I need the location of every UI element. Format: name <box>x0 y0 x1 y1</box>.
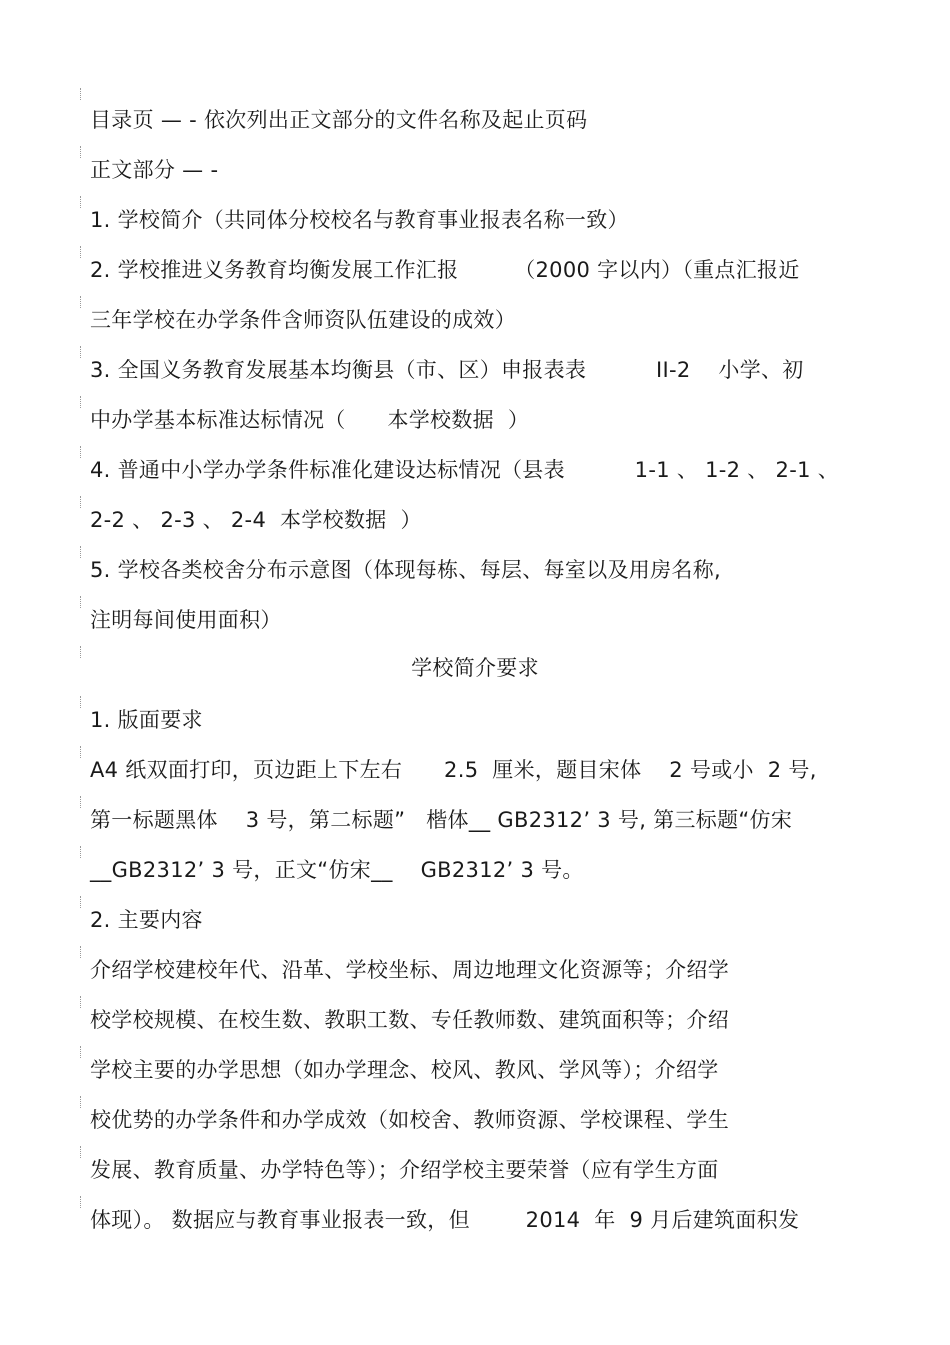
margin-mark <box>80 146 84 158</box>
margin-mark <box>80 496 84 508</box>
body-line: 校优势的办学条件和办学成效（如校舍、教师资源、学校课程、学生 <box>90 1108 729 1132</box>
margin-mark <box>80 1146 84 1158</box>
margin-mark <box>80 946 84 958</box>
toc-line: 2. 学校推进义务教育均衡发展工作汇报 （2000 字以内）（重点汇报近 <box>90 258 800 282</box>
margin-mark <box>80 896 84 908</box>
margin-mark <box>80 1096 84 1108</box>
margin-mark <box>80 746 84 758</box>
margin-mark <box>80 446 84 458</box>
toc-line: 2-2 、 2-3 、 2-4 本学校数据 ） <box>90 508 422 532</box>
toc-line: 4. 普通中小学办学条件标准化建设达标情况（县表 1-1 、 1-2 、 2-1 、 <box>90 458 840 482</box>
body-line: 体现）。 数据应与教育事业报表一致，但 2014 年 9 月后建筑面积发 <box>90 1208 800 1232</box>
body-line: 校学校规模、在校生数、教职工数、专任教师数、建筑面积等；介绍 <box>90 1008 729 1032</box>
margin-mark <box>80 696 84 708</box>
body-line: 第一标题黑体 3 号，第二标题” 楷体__ GB2312’ 3 号, 第三标题“仿宋 <box>90 808 793 832</box>
toc-line: 中办学基本标准达标情况（ 本学校数据 ） <box>90 408 530 432</box>
margin-mark <box>80 296 84 308</box>
margin-mark <box>80 996 84 1008</box>
toc-line: 三年学校在办学条件含师资队伍建设的成效） <box>90 308 516 332</box>
margin-mark <box>80 196 84 208</box>
margin-mark <box>80 246 84 258</box>
toc-line: 注明每间使用面积） <box>90 608 282 632</box>
body-line: 1. 版面要求 <box>90 708 203 732</box>
margin-mark <box>80 546 84 558</box>
margin-mark <box>80 88 84 100</box>
section-title: 学校简介要求 <box>411 656 539 680</box>
margin-mark <box>80 846 84 858</box>
toc-line: 3. 全国义务教育发展基本均衡县（市、区）申报表表 II-2 小学、初 <box>90 358 804 382</box>
margin-mark <box>80 596 84 608</box>
body-line: 介绍学校建校年代、沿革、学校坐标、周边地理文化资源等；介绍学 <box>90 958 729 982</box>
body-line: A4 纸双面打印，页边距上下左右 2.5 厘米，题目宋体 2 号或小 2 号, <box>90 758 817 782</box>
toc-line: 目录页 — - 依次列出正文部分的文件名称及起止页码 <box>90 108 588 132</box>
toc-line: 正文部分 — - <box>90 158 219 182</box>
toc-line: 1. 学校简介（共同体分校校名与教育事业报表名称一致） <box>90 208 629 232</box>
body-line: __GB2312’ 3 号，正文“仿宋__ GB2312’ 3 号。 <box>90 858 584 882</box>
margin-mark <box>80 1046 84 1058</box>
margin-mark <box>80 396 84 408</box>
margin-mark <box>80 1196 84 1208</box>
toc-line: 5. 学校各类校舍分布示意图（体现每栋、每层、每室以及用房名称, <box>90 558 721 582</box>
body-line: 2. 主要内容 <box>90 908 203 932</box>
body-line: 发展、教育质量、办学特色等）；介绍学校主要荣誉（应有学生方面 <box>90 1158 719 1182</box>
margin-mark <box>80 796 84 808</box>
body-line: 学校主要的办学思想（如办学理念、校风、教风、学风等）；介绍学 <box>90 1058 719 1082</box>
margin-mark <box>80 346 84 358</box>
